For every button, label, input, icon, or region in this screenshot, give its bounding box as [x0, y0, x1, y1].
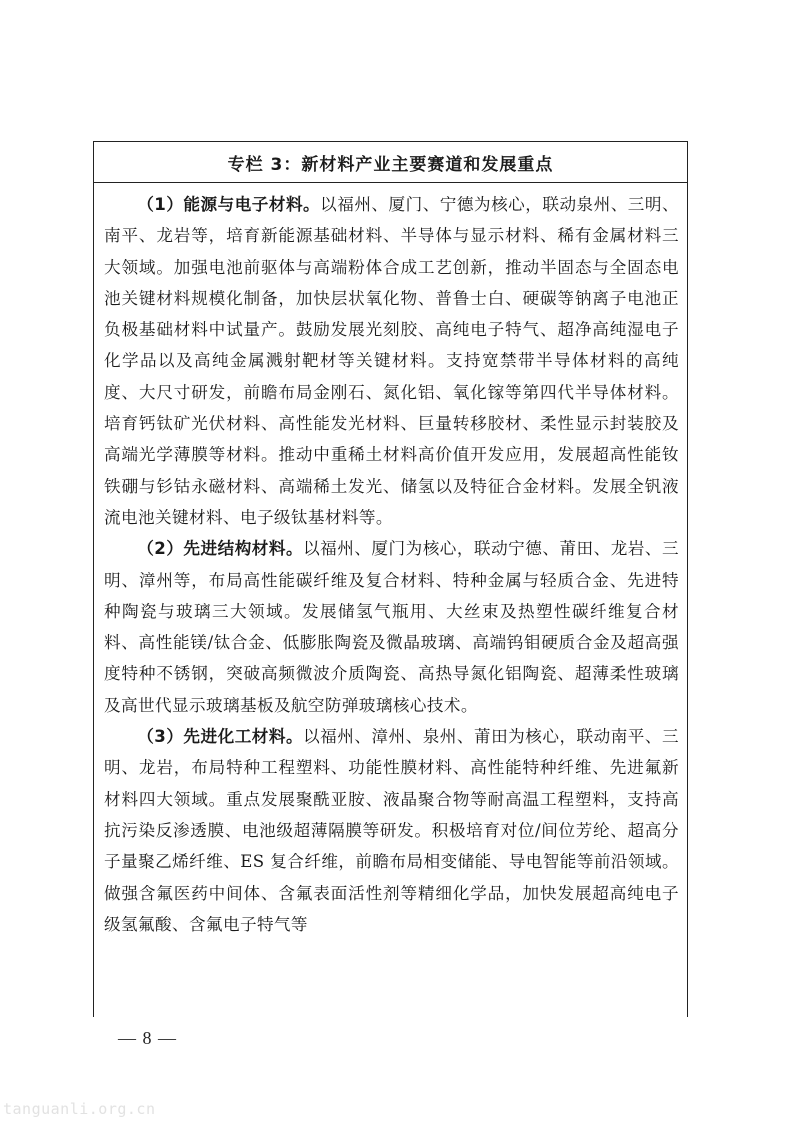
paragraph-energy-electronic-materials [104, 189, 679, 533]
paragraph-advanced-structural-materials [104, 533, 679, 721]
feature-box-title: 专栏 3：新材料产业主要赛道和发展重点 [94, 142, 687, 183]
feature-box-body [94, 183, 687, 940]
paragraph-advanced-chemical-materials [104, 721, 679, 940]
paragraph-text: 以福州、厦门、宁德为核心，联动泉州、三明、南平、龙岩等，培育新能源基础材料、半导体与显示材料、稀有金属材料三大领域。加强电池前驱体与高端粉体合成工艺创新，推动半固态与全固态电池关键材料规模化制备，加快层状氧化物、普鲁士白、硬碳等钠离子电池正负极基础材料中试量产。鼓励发展光刻胶、高纯电子特气、超净高纯湿电子化学品以及高纯金属溅射靶材等关键材料。支持宽禁带半导体材料的高纯度、大尺寸研发，前瞻布局金刚石、氮化铝、氧化镓等第四代半导体材料。培育钙钛矿光伏材料、高性能发光材料、巨量转移胶材、柔性显示封装胶及高端光学薄膜等材料。推动中重稀土材料高价值开发应用，发展超高性能钕铁硼与钐钴永磁材料、高端稀土发光、储氢以及特征合金材料。发展全钒液流电池关键材料、电子级钛基材料等。 [104, 195, 679, 527]
paragraph-text: 以福州、漳州、泉州、莆田为核心，联动南平、三明、龙岩，布局特种工程塑料、功能性膜材料、高性能特种纤维、先进氟新材料四大领域。重点发展聚酰亚胺、液晶聚合物等耐高温工程塑料，支持高抗污染反渗透膜、电池级超薄隔膜等研发。积极培育对位/间位芳纶、超高分子量聚乙烯纤维、ES 复合纤维，前瞻布局相变储能、导电智能等前沿领域。做强含氟医药中间体、含氟表面活性剂等精细化学品，加快发展超高纯电子级氢氟酸、含氟电子特气等 [104, 727, 679, 934]
paragraph-lead: （1）能源与电子材料。 [137, 195, 321, 214]
paragraph-lead: （2）先进结构材料。 [137, 539, 304, 559]
feature-box [93, 141, 688, 1017]
watermark: tanguanli.org.cn [3, 1100, 156, 1118]
page-number: — 8 — [118, 1028, 177, 1048]
paragraph-text: 以福州、厦门为核心，联动宁德、莆田、龙岩、三明、漳州等，布局高性能碳纤维及复合材料、特种金属与轻质合金、先进特种陶瓷与玻璃三大领域。发展储氢气瓶用、大丝束及热塑性碳纤维复合材料、高性能镁/钛合金、低膨胀陶瓷及微晶玻璃、高端钨钼硬质合金及超高强度特种不锈钢，突破高频微波介质陶瓷、高热导氮化铝陶瓷、超薄柔性玻璃及高世代显示玻璃基板及航空防弹玻璃核心技术。 [104, 539, 679, 715]
paragraph-lead: （3）先进化工材料。 [137, 727, 304, 747]
